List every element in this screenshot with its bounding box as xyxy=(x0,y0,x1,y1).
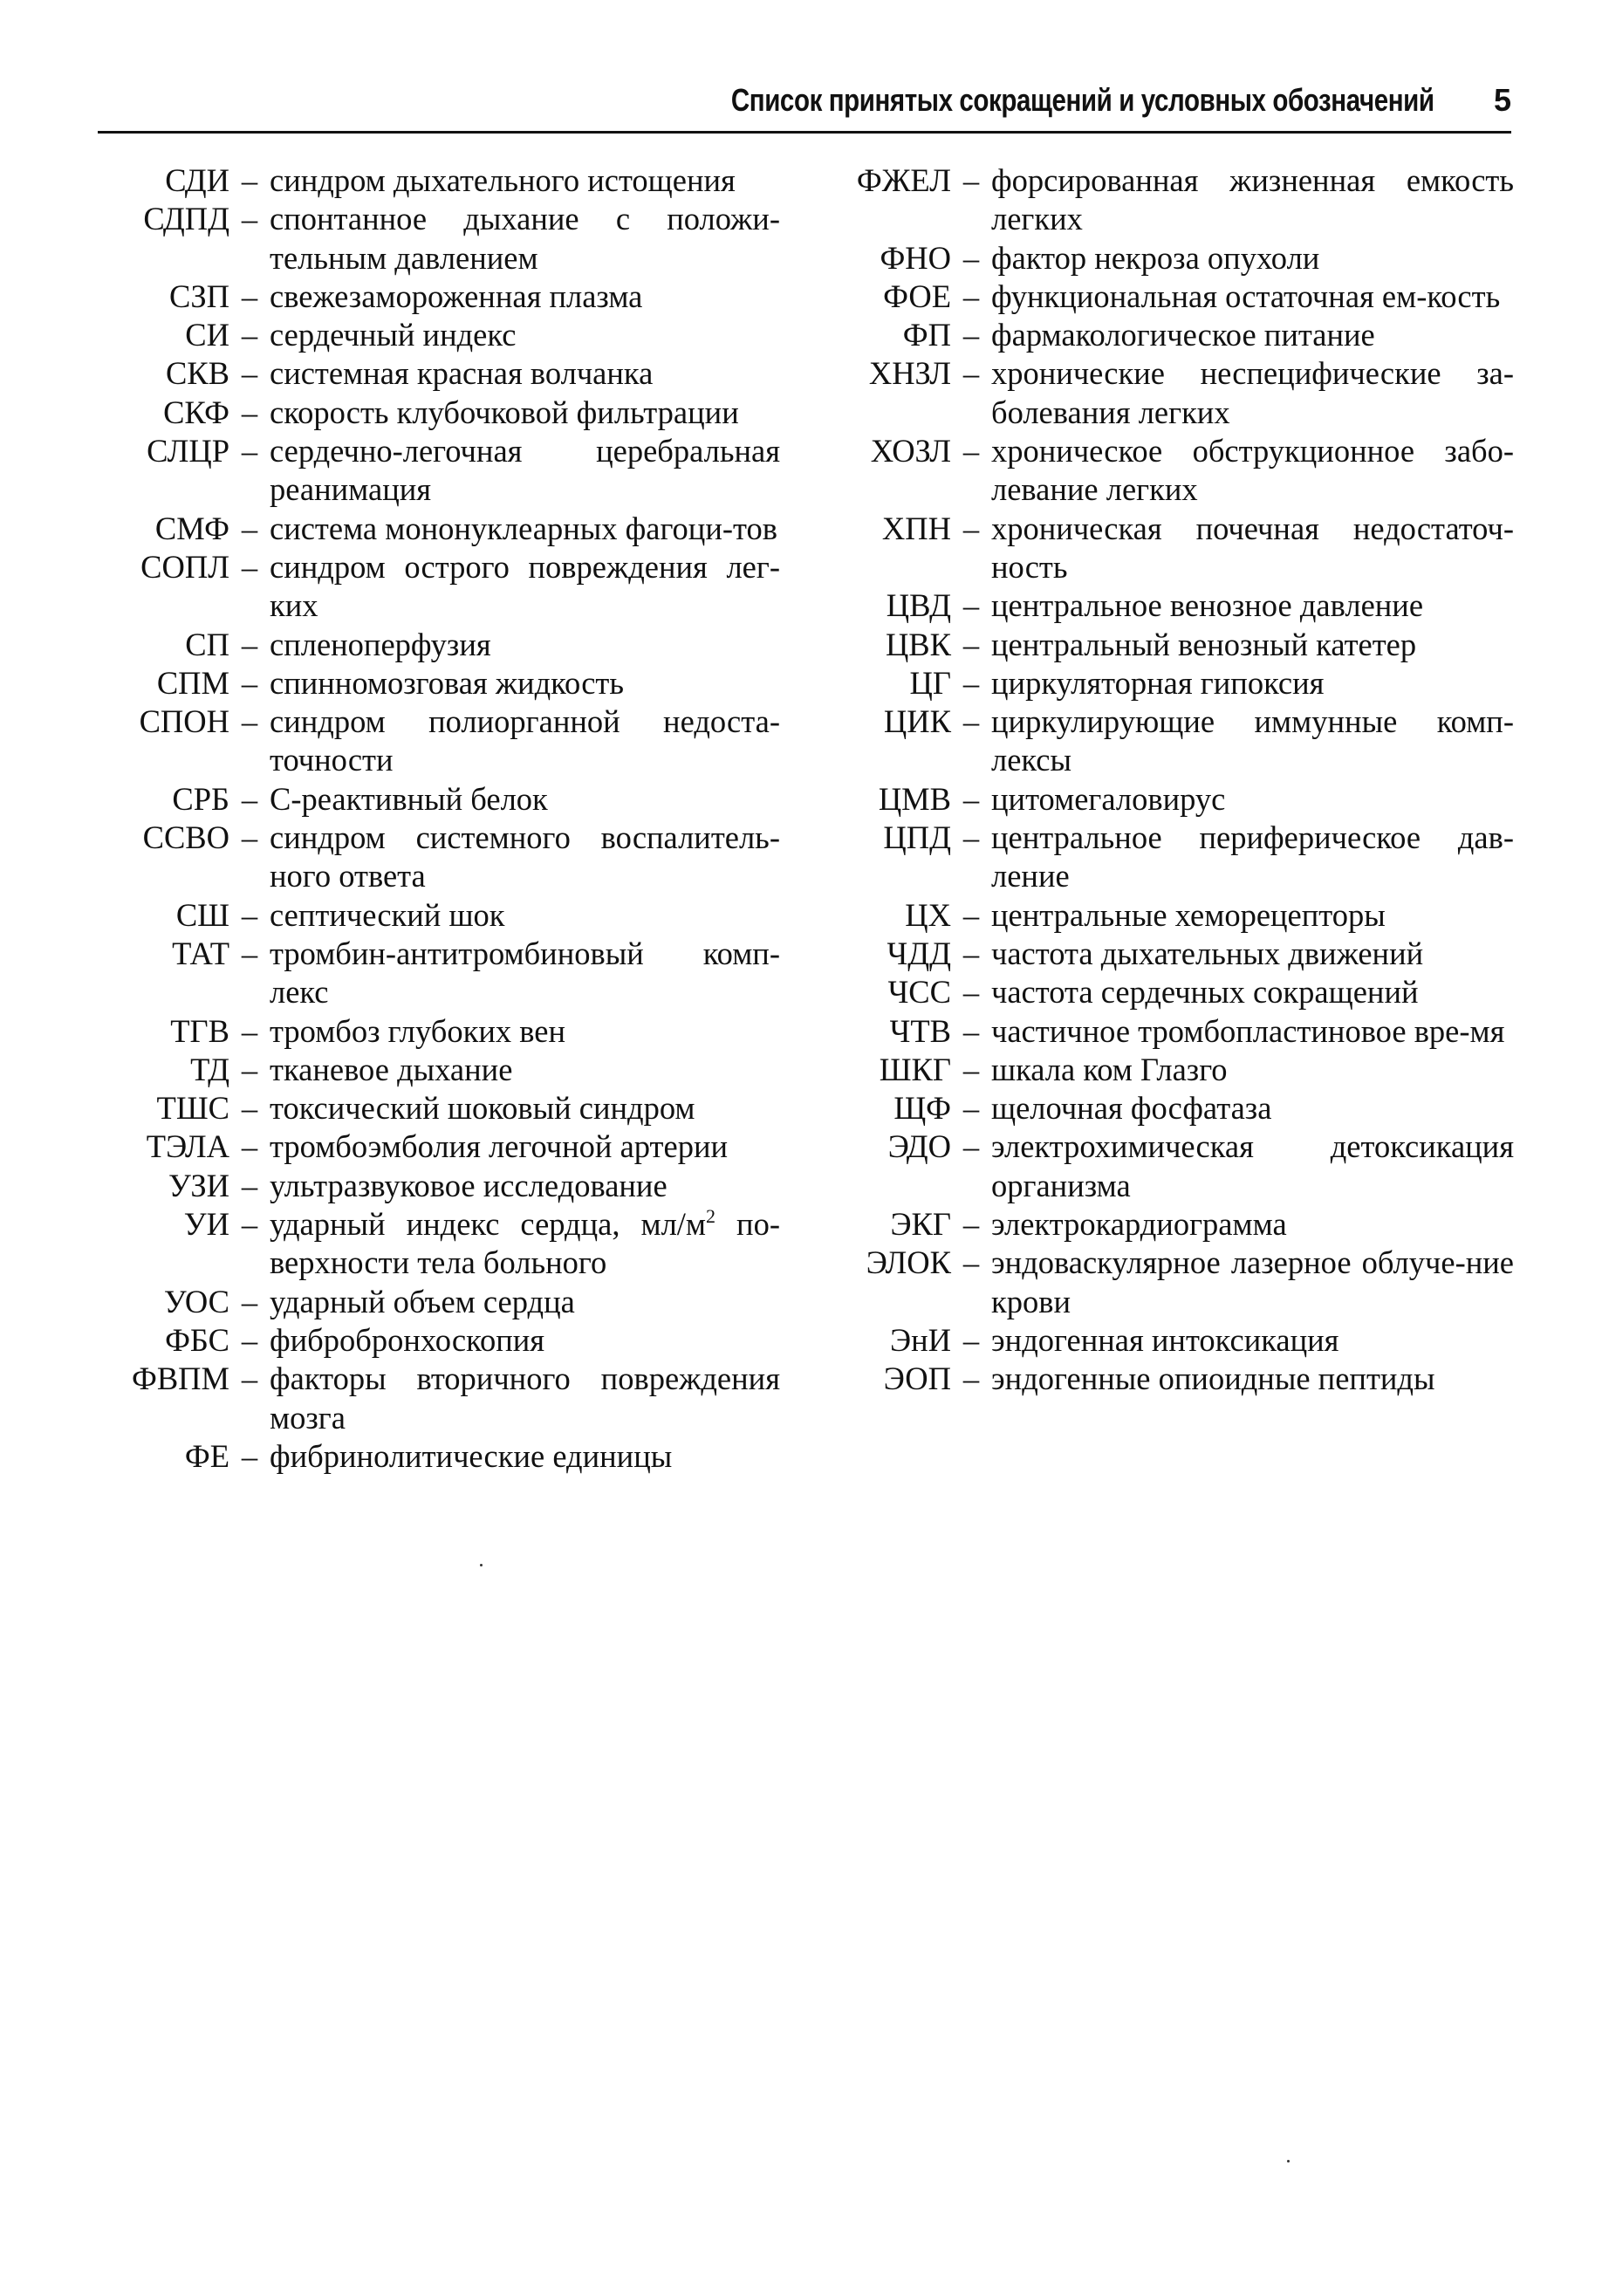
abbreviation: СМФ xyxy=(154,510,229,546)
abbreviation: ЭКГ xyxy=(890,1206,951,1243)
abbreviation-entry xyxy=(103,510,780,548)
abbreviation-entry xyxy=(103,896,780,935)
page-number: 5 xyxy=(1493,82,1511,118)
definition: свежезамороженная плазма xyxy=(270,278,643,314)
definition xyxy=(270,1205,780,1283)
abbreviation-entry xyxy=(103,1127,780,1166)
abbreviation: ШКГ xyxy=(879,1051,951,1087)
abbreviation-entry xyxy=(825,819,1514,896)
definition: щелочная фосфатаза xyxy=(991,1090,1272,1127)
dash: – xyxy=(241,1321,258,1358)
definition: С-реактивный белок xyxy=(270,780,548,817)
dash: – xyxy=(241,355,258,392)
abbreviation: ФЕ xyxy=(184,1437,229,1474)
abbreviation-entry xyxy=(825,1360,1514,1398)
abbreviation-entry xyxy=(103,161,780,200)
abbreviation: ТД xyxy=(190,1051,229,1087)
definition: тромбин-антитромбиновый комп-лекс xyxy=(270,935,780,1011)
abbreviation-entry xyxy=(825,1127,1514,1205)
definition: спленоперфузия xyxy=(270,626,491,662)
dash: – xyxy=(241,1128,258,1165)
dash: – xyxy=(962,974,980,1011)
abbreviation-entry xyxy=(103,1205,780,1283)
definition: хроническая почечная недостаточ-ность xyxy=(991,510,1514,585)
definition: центральное венозное давление xyxy=(991,587,1424,624)
abbreviation-entry xyxy=(825,973,1514,1011)
abbreviation: УОС xyxy=(163,1283,229,1319)
superscript: 2 xyxy=(706,1205,716,1228)
dash: – xyxy=(241,819,258,856)
abbreviation-entry xyxy=(103,1012,780,1051)
abbreviation: ФЖЕЛ xyxy=(856,162,951,198)
abbreviation: ЩФ xyxy=(893,1090,951,1127)
definition: эндоваскулярное лазерное облуче-ние крови xyxy=(991,1244,1514,1319)
abbreviation-entry xyxy=(825,1321,1514,1360)
abbreviation: СДИ xyxy=(165,162,229,198)
abbreviation-entry xyxy=(103,703,780,780)
dash: – xyxy=(962,780,980,817)
abbreviation-entry xyxy=(825,510,1514,587)
abbreviation-entry xyxy=(825,316,1514,354)
definition: эндогенная интоксикация xyxy=(991,1321,1339,1358)
abbreviation-entry xyxy=(825,626,1514,664)
abbreviation-entry xyxy=(825,896,1514,935)
dash: – xyxy=(241,317,258,353)
abbreviation: СКФ xyxy=(163,394,229,430)
dash: – xyxy=(241,1206,258,1243)
dash: – xyxy=(962,703,980,740)
abbreviation-entry xyxy=(103,1360,780,1437)
definition: фармакологическое питание xyxy=(991,317,1375,353)
definition: циркулирующие иммунные комп-лексы xyxy=(991,703,1514,778)
dash: – xyxy=(241,278,258,314)
definition: сердечный индекс xyxy=(270,317,517,353)
dash: – xyxy=(241,626,258,662)
abbreviation-entry xyxy=(825,432,1514,510)
definition: тромбоэмболия легочной артерии xyxy=(270,1128,729,1165)
dash: – xyxy=(962,1244,980,1281)
abbreviation: ТЭЛА xyxy=(146,1128,229,1165)
abbreviation: ЭОП xyxy=(883,1360,951,1397)
definition: фибробронхоскопия xyxy=(270,1321,545,1358)
abbreviation-entry xyxy=(103,819,780,896)
definition: синдром острого повреждения лег-ких xyxy=(270,548,780,624)
dash: – xyxy=(241,162,258,198)
dash: – xyxy=(241,1360,258,1397)
abbreviation: ЦИК xyxy=(883,703,951,740)
abbreviation: ЭЛОК xyxy=(866,1244,951,1281)
definition: шкала ком Глазго xyxy=(991,1051,1228,1087)
dash: – xyxy=(241,394,258,430)
definition-part: ударный индекс сердца, мл/м xyxy=(270,1206,707,1243)
abbreviation-entry xyxy=(103,548,780,626)
abbreviation-entry xyxy=(103,1051,780,1089)
definition: ультразвуковое исследование xyxy=(270,1167,668,1203)
definition: центральное периферическое дав-ление xyxy=(991,819,1514,894)
abbreviation: СЗП xyxy=(169,278,229,314)
abbreviation-entry xyxy=(825,354,1514,432)
abbreviation: ЦМВ xyxy=(878,780,951,817)
abbreviation-entry xyxy=(103,316,780,354)
definition: скорость клубочковой фильтрации xyxy=(270,394,739,430)
abbreviation: ЦГ xyxy=(909,664,951,701)
running-header xyxy=(98,80,1511,134)
abbreviation: ХОЗЛ xyxy=(870,433,951,469)
definition: спонтанное дыхание с положи-тельным давлением xyxy=(270,201,780,276)
dash: – xyxy=(241,548,258,585)
abbreviation-entry xyxy=(103,1283,780,1321)
abbreviation: ЦПД xyxy=(883,819,951,856)
definition: токсический шоковый синдром xyxy=(270,1090,695,1127)
abbreviation-entry xyxy=(825,161,1514,239)
dash: – xyxy=(241,935,258,971)
abbreviation-entry xyxy=(825,1089,1514,1127)
header-title: Список принятых сокращений и условных обозначений xyxy=(731,82,1434,118)
definition: тканевое дыхание xyxy=(270,1051,513,1087)
definition: частота сердечных сокращений xyxy=(991,974,1419,1011)
abbreviation: ТАТ xyxy=(172,935,229,971)
dash: – xyxy=(241,510,258,546)
abbreviation-entry xyxy=(825,1051,1514,1089)
abbreviation: ФНО xyxy=(880,239,951,276)
definition: хронические неспецифические за-болевания легких xyxy=(991,355,1514,430)
definition: синдром дыхательного истощения xyxy=(270,162,736,198)
definition: система мононуклеарных фагоци-тов xyxy=(270,510,777,546)
dash: – xyxy=(962,664,980,701)
abbreviation-column-right xyxy=(825,161,1514,1399)
abbreviation-entry xyxy=(103,1167,780,1205)
abbreviation-entry xyxy=(825,703,1514,780)
definition: тромбоз глубоких вен xyxy=(270,1012,565,1049)
abbreviation: ФВПМ xyxy=(132,1360,229,1397)
definition: цитомегаловирус xyxy=(991,780,1226,817)
abbreviation: СП xyxy=(185,626,229,662)
abbreviation: СРБ xyxy=(172,780,229,817)
abbreviation-entry xyxy=(825,586,1514,625)
dash: – xyxy=(241,433,258,469)
abbreviation-entry xyxy=(103,394,780,432)
abbreviation: ХПН xyxy=(881,510,951,546)
definition: фактор некроза опухоли xyxy=(991,239,1320,276)
definition: электрохимическая детоксикация организма xyxy=(991,1128,1514,1203)
dash: – xyxy=(962,1360,980,1397)
dash: – xyxy=(962,1051,980,1087)
dash: – xyxy=(962,355,980,392)
abbreviation: ЧТВ xyxy=(889,1012,951,1049)
dash: – xyxy=(241,1012,258,1049)
abbreviation-entry xyxy=(103,1437,780,1476)
abbreviation: ЧСС xyxy=(887,974,951,1011)
scan-speck xyxy=(1287,2160,1290,2162)
abbreviation: ФБС xyxy=(165,1321,229,1358)
abbreviation-entry xyxy=(825,239,1514,278)
definition: хроническое обструкционное забо-левание легких xyxy=(991,433,1514,508)
definition: септический шок xyxy=(270,896,505,933)
abbreviation-entry xyxy=(825,1012,1514,1051)
dash: – xyxy=(241,703,258,740)
abbreviation: УЗИ xyxy=(168,1167,229,1203)
definition: центральный венозный катетер xyxy=(991,626,1417,662)
abbreviation: ЭДО xyxy=(887,1128,951,1165)
dash: – xyxy=(962,239,980,276)
abbreviation: СЛЦР xyxy=(147,433,229,469)
abbreviation-entry xyxy=(103,780,780,819)
dash: – xyxy=(962,162,980,198)
abbreviation: ТШС xyxy=(156,1090,229,1127)
definition: спинномозговая жидкость xyxy=(270,664,624,701)
abbreviation: ЭнИ xyxy=(890,1321,951,1358)
dash: – xyxy=(962,1321,980,1358)
definition: частота дыхательных движений xyxy=(991,935,1424,971)
dash: – xyxy=(962,278,980,314)
definition: системная красная волчанка xyxy=(270,355,654,392)
abbreviation: ССВО xyxy=(142,819,229,856)
definition-part: по-верхности тела больного xyxy=(270,1206,780,1281)
abbreviation-entry xyxy=(103,432,780,510)
dash: – xyxy=(241,896,258,933)
abbreviation-entry xyxy=(825,664,1514,703)
dash: – xyxy=(962,1206,980,1243)
dash: – xyxy=(241,664,258,701)
dash: – xyxy=(962,587,980,624)
definition: форсированная жизненная емкость легких xyxy=(991,162,1514,237)
dash: – xyxy=(241,780,258,817)
definition: эндогенные опиоидные пептиды xyxy=(991,1360,1435,1397)
abbreviation: СИ xyxy=(185,317,229,353)
abbreviation: ФОЕ xyxy=(883,278,951,314)
dash: – xyxy=(241,1090,258,1127)
definition: синдром полиорганной недоста-точности xyxy=(270,703,780,778)
definition: циркуляторная гипоксия xyxy=(991,664,1325,701)
abbreviation: СОПЛ xyxy=(140,548,229,585)
abbreviation: ФП xyxy=(902,317,951,353)
abbreviation-entry xyxy=(825,1244,1514,1321)
definition: факторы вторичного повреждения мозга xyxy=(270,1360,780,1436)
abbreviation-entry xyxy=(825,780,1514,819)
dash: – xyxy=(241,201,258,237)
abbreviation: ЦВК xyxy=(885,626,951,662)
abbreviation: ЦВД xyxy=(886,587,951,624)
abbreviation-entry xyxy=(825,935,1514,973)
abbreviation-entry xyxy=(103,200,780,278)
definition: синдром системного воспалитель-ного ответа xyxy=(270,819,780,894)
abbreviation-entry xyxy=(103,664,780,703)
dash: – xyxy=(962,935,980,971)
dash: – xyxy=(241,1051,258,1087)
dash: – xyxy=(962,1012,980,1049)
definition: функциональная остаточная ем-кость xyxy=(991,278,1501,314)
dash: – xyxy=(241,1437,258,1474)
abbreviation: ЧДД xyxy=(887,935,951,971)
dash: – xyxy=(962,896,980,933)
abbreviation: СПМ xyxy=(156,664,229,701)
abbreviation: УИ xyxy=(183,1206,229,1243)
abbreviation-entry xyxy=(103,354,780,393)
abbreviation: ЦХ xyxy=(905,896,951,933)
dash: – xyxy=(241,1167,258,1203)
definition: центральные хеморецепторы xyxy=(991,896,1386,933)
definition: электрокардиограмма xyxy=(991,1206,1287,1243)
abbreviation-entry xyxy=(103,278,780,316)
dash: – xyxy=(962,1090,980,1127)
definition: сердечно-легочная церебральная реанимация xyxy=(270,433,780,508)
dash: – xyxy=(962,317,980,353)
abbreviation-entry xyxy=(103,935,780,1012)
dash: – xyxy=(962,1128,980,1165)
abbreviation: СКВ xyxy=(165,355,229,392)
abbreviation: СПОН xyxy=(139,703,229,740)
abbreviation-column-left xyxy=(103,161,780,1476)
abbreviation-entry xyxy=(825,1205,1514,1244)
abbreviation-entry xyxy=(825,278,1514,316)
abbreviation: ТГВ xyxy=(170,1012,229,1049)
definition: ударный объем сердца xyxy=(270,1283,575,1319)
abbreviation: СШ xyxy=(175,896,229,933)
dash: – xyxy=(962,510,980,546)
dash: – xyxy=(962,626,980,662)
abbreviation-entry xyxy=(103,1321,780,1360)
definition: фибринолитические единицы xyxy=(270,1437,673,1474)
abbreviation: ХНЗЛ xyxy=(868,355,951,392)
dash: – xyxy=(241,1283,258,1319)
abbreviation-entry xyxy=(103,1089,780,1127)
scan-speck xyxy=(480,1564,483,1566)
dash: – xyxy=(962,433,980,469)
abbreviation-entry xyxy=(103,626,780,664)
definition: частичное тромбопластиновое вре-мя xyxy=(991,1012,1505,1049)
abbreviation: СДПД xyxy=(143,201,229,237)
dash: – xyxy=(962,819,980,856)
